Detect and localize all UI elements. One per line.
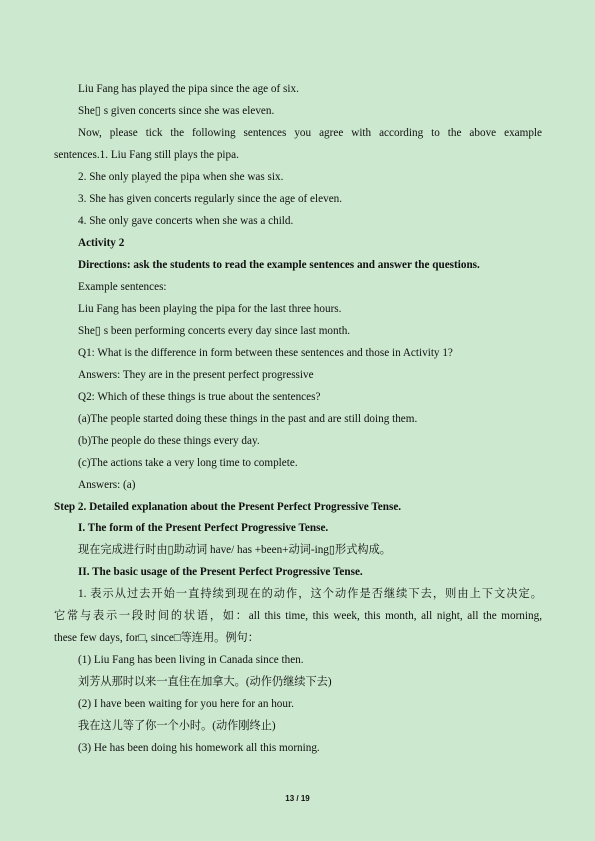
text-line: Q1: What is the difference in form between these sentences and those in Activity 1? <box>78 347 453 359</box>
text-line: Q2: Which of these things is true about the sentences? <box>78 391 321 403</box>
text-line: 2. She only played the pipa when she was six. <box>78 171 284 183</box>
text-line: (a)The people started doing these things in the past and are still doing them. <box>78 413 418 425</box>
text-line: 3. She has given concerts regularly since the age of eleven. <box>78 193 343 205</box>
text-line: She▯ s given concerts since she was eleven. <box>78 105 275 117</box>
text-line: Liu Fang has played the pipa since the age of six. <box>78 83 299 95</box>
text-line: Answers: They are in the present perfect progressive <box>78 369 314 381</box>
heading-line: II. The basic usage of the Present Perfect Progressive Tense. <box>78 566 363 578</box>
text-line: 现在完成进行时由▯助动词 have/ has +been+动词-ing▯形式构成。 <box>78 544 391 556</box>
text-line: 它常与表示一段时间的状语，如：all this time, this week, this month, all night, all the morning, <box>54 610 542 622</box>
text-line: Liu Fang has been playing the pipa for the last three hours. <box>78 303 342 315</box>
text-line: 4. She only gave concerts when she was a child. <box>78 215 294 227</box>
text-line: 1. 表示从过去开始一直持续到现在的动作，这个动作是否继续下去，则由上下文决定。 <box>78 588 542 600</box>
text-line: (3) He has been doing his homework all this morning. <box>78 742 320 754</box>
heading-line: I. The form of the Present Perfect Progressive Tense. <box>78 522 329 534</box>
text-line: 刘芳从那时以来一直住在加拿大。(动作仍继续下去) <box>78 676 332 688</box>
text-line: She▯ s been performing concerts every day since last month. <box>78 325 351 337</box>
heading-line: Step 2. Detailed explanation about the Present Perfect Progressive Tense. <box>54 501 402 513</box>
text-line: (1) Liu Fang has been living in Canada since then. <box>78 654 304 666</box>
text-line: 我在这儿等了你一个小时。(动作刚终止) <box>78 720 276 732</box>
text-line: (b)The people do these things every day. <box>78 435 260 447</box>
text-line: Now, please tick the following sentences you agree with according to the above example <box>78 127 542 139</box>
text-line: sentences.1. Liu Fang still plays the pipa. <box>54 149 239 161</box>
page-number: 13 / 19 <box>285 794 310 803</box>
text-line: (2) I have been waiting for you here for an hour. <box>78 698 294 710</box>
heading-line: Directions: ask the students to read the example sentences and answer the questions. <box>78 259 480 271</box>
text-line: these few days, for□, since□等连用。例句： <box>54 632 259 644</box>
text-line: (c)The actions take a very long time to complete. <box>78 457 298 469</box>
heading-line: Activity 2 <box>78 237 125 249</box>
text-line: Example sentences: <box>78 281 167 293</box>
text-line: Answers: (a) <box>78 479 136 491</box>
